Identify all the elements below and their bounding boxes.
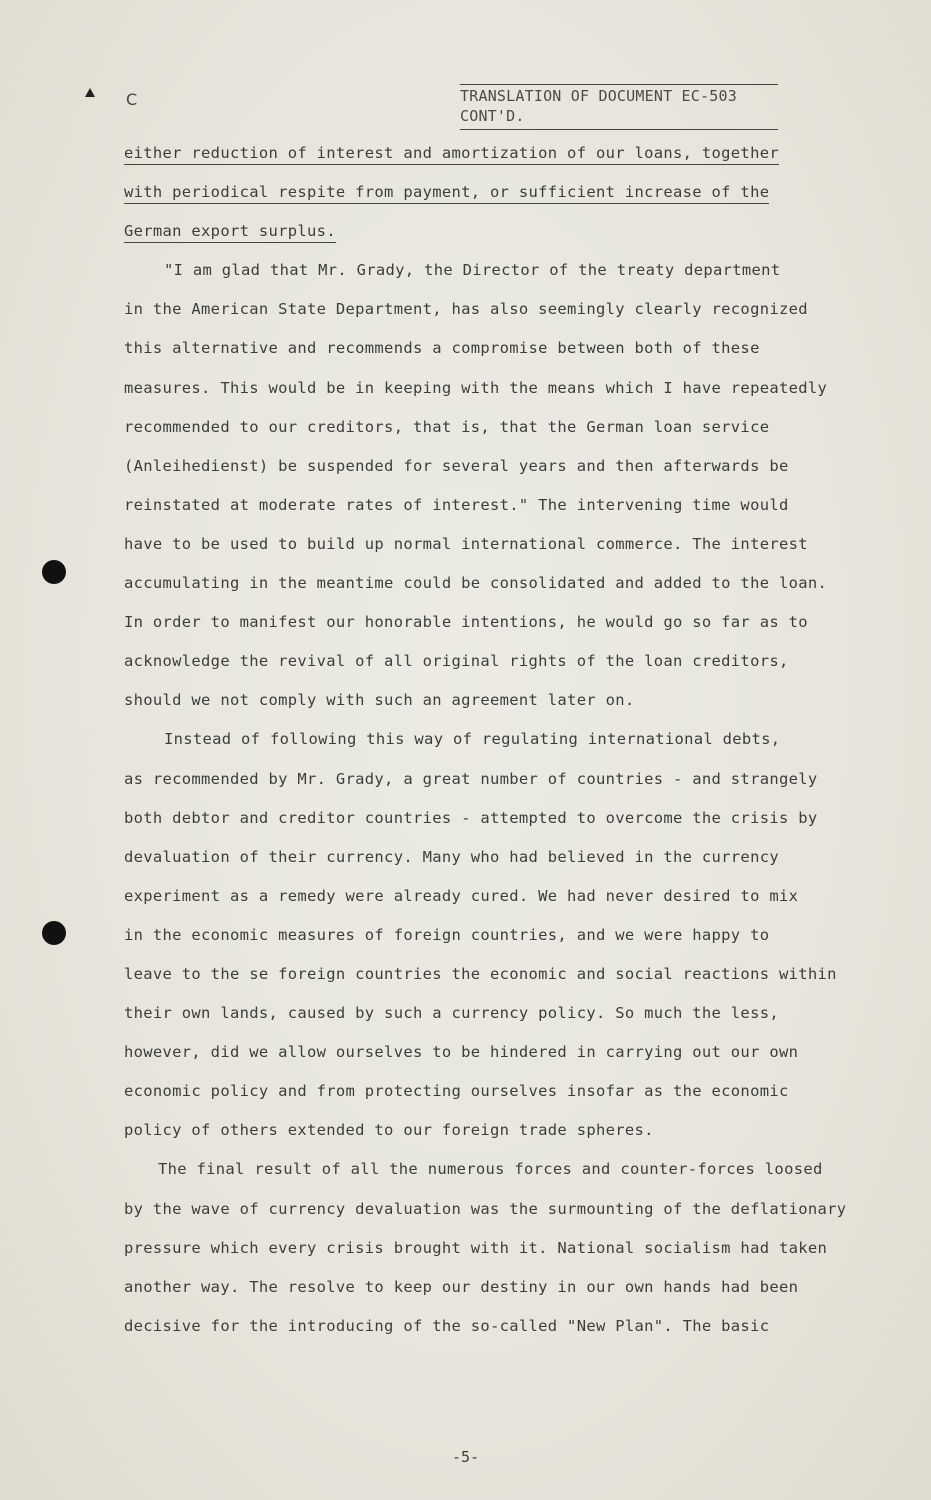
text-line: leave to the se foreign countries the economic and social reactions within (124, 964, 837, 983)
header-contd: CONT'D. (460, 107, 525, 125)
text-line: (Anleihedienst) be suspended for several years and then afterwards be (124, 456, 789, 475)
arrow-mark-icon (85, 88, 95, 97)
pencil-mark: C (126, 90, 138, 109)
document-header (460, 84, 778, 130)
text-line: economic policy and from protecting ourselves insofar as the economic (124, 1082, 789, 1101)
text-line: in the economic measures of foreign countries, and we were happy to (124, 925, 770, 944)
header-contd-wrap (460, 106, 778, 130)
text-line: Instead of following this way of regulating international debts, (164, 730, 781, 749)
text-line: however, did we allow ourselves to be hindered in carrying out our own (124, 1043, 799, 1062)
punch-hole-bottom (42, 921, 66, 945)
punch-hole-top (42, 560, 66, 584)
text-line: with periodical respite from payment, or sufficient increase of the (124, 181, 854, 220)
text-line: In order to manifest our honorable intentions, he would go so far as to (124, 613, 808, 632)
text-line: as recommended by Mr. Grady, a great number of countries - and strangely (124, 769, 818, 788)
text-line: both debtor and creditor countries - attempted to overcome the crisis by (124, 808, 818, 827)
text-line: devaluation of their currency. Many who had believed in the currency (124, 847, 779, 866)
text-line: policy of others extended to our foreign trade spheres. (124, 1121, 654, 1140)
header-top-rule (460, 84, 778, 85)
text-line: recommended to our creditors, that is, that the German loan service (124, 417, 770, 436)
text-line: measures. This would be in keeping with the means which I have repeatedly (124, 378, 828, 397)
text-line: acknowledge the revival of all original rights of the loan creditors, (124, 652, 789, 671)
text-line: have to be used to build up normal international commerce. The interest (124, 534, 808, 553)
text-line: their own lands, caused by such a currency policy. So much the less, (124, 1004, 779, 1023)
text-line: decisive for the introducing of the so-called "New Plan". The basic (124, 1316, 770, 1335)
header-title: TRANSLATION OF DOCUMENT EC-503 (460, 87, 737, 105)
page-number: -5- (451, 1448, 480, 1466)
text-line: experiment as a remedy were already cured. We had never desired to mix (124, 886, 799, 905)
text-line: "I am glad that Mr. Grady, the Director of the treaty department (164, 261, 781, 280)
text-line: The final result of all the numerous forces and counter-forces loosed (158, 1160, 823, 1179)
text-line: should we not comply with such an agreement later on. (124, 691, 635, 710)
text-line: German export surplus. (124, 220, 854, 259)
text-line: in the American State Department, has also seemingly clearly recognized (124, 300, 808, 319)
text-line: by the wave of currency devaluation was the surmounting of the deflationary (124, 1199, 847, 1218)
text-line: another way. The resolve to keep our destiny in our own hands had been (124, 1277, 799, 1296)
text-line: pressure which every crisis brought with it. National socialism had taken (124, 1238, 828, 1257)
text-line: reinstated at moderate rates of interest." The intervening time would (124, 495, 789, 514)
text-line: accumulating in the meantime could be consolidated and added to the loan. (124, 574, 828, 593)
text-line: either reduction of interest and amortization of our loans, together (124, 142, 854, 181)
body-text (124, 142, 854, 1354)
text-line: this alternative and recommends a compromise between both of these (124, 339, 760, 358)
